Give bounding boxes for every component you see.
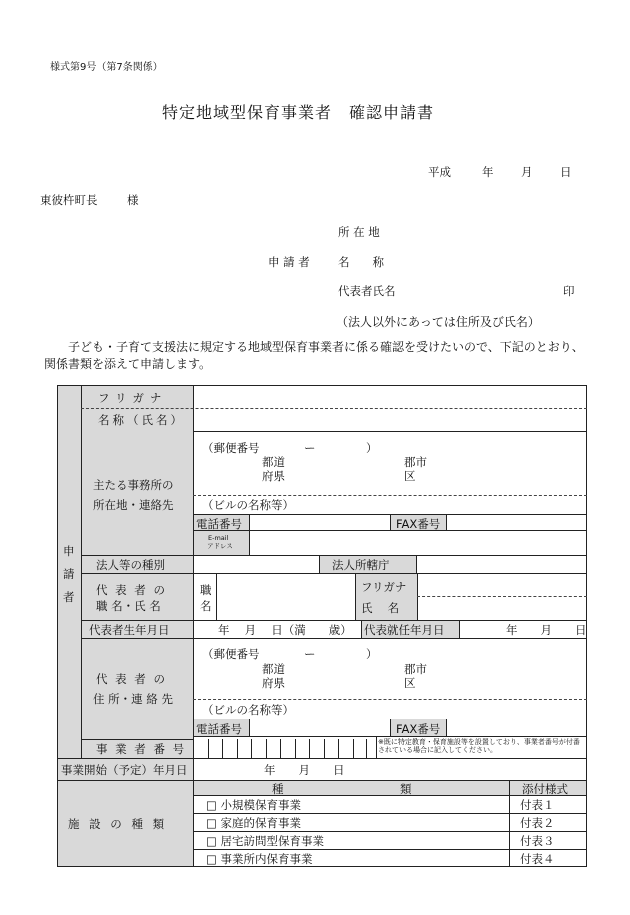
facility-option-small[interactable]: □ 小規模保育事業 <box>206 798 302 812</box>
page-title: 特定地域型保育事業者 確認申請書 <box>162 103 435 122</box>
date-year: 年 <box>482 165 494 179</box>
city-label-2: 区 <box>404 469 416 483</box>
facility-form-1: 付表１ <box>520 798 555 812</box>
rep-addr-label-2: 住 所・連 絡 先 <box>93 692 173 706</box>
email-label-1: E-mail <box>208 534 229 542</box>
seal-mark: 印 <box>563 284 575 298</box>
phone-label: 電話番号 <box>196 517 242 531</box>
building-label: （ビルの名称等） <box>202 498 294 512</box>
rep-name-field[interactable] <box>418 597 586 619</box>
postal-label-2: （郵便番号 <box>202 647 260 661</box>
date-era: 平成 <box>428 165 451 179</box>
office-address-field[interactable] <box>194 432 586 494</box>
rep-tenure-label: 代表就任年月日 <box>364 623 445 637</box>
start-date-fields[interactable]: 年 月 日 <box>264 763 345 777</box>
name2-label: 氏 名 <box>361 601 400 615</box>
addressee-honorific: 様 <box>127 193 139 207</box>
start-date-label: 事業開始（予定）年月日 <box>61 763 188 777</box>
applicant-note: （法人以外にあっては住所及び氏名） <box>336 315 540 329</box>
tenure-fields[interactable]: 年 月 日 <box>506 623 587 637</box>
rep-birth-label: 代表者生年月日 <box>89 623 170 637</box>
applicant-location: 所 在 地 <box>338 225 380 239</box>
fax-field-2[interactable] <box>447 720 586 735</box>
corp-type-field[interactable] <box>194 556 318 572</box>
birth-fields[interactable]: 年 月 日（満 歳） <box>218 623 352 637</box>
email-field[interactable] <box>250 531 586 554</box>
facility-option-visit[interactable]: □ 居宅訪問型保育事業 <box>206 834 325 848</box>
name-label: 名称（氏名） <box>98 413 185 427</box>
col-type-1: 種 <box>272 782 284 796</box>
postal-close: ） <box>366 441 378 455</box>
postal-close-2: ） <box>366 647 378 661</box>
furigana-label: フリガナ <box>98 391 168 405</box>
building-field[interactable] <box>290 497 586 513</box>
facility-form-2: 付表２ <box>520 816 555 830</box>
job-title-field[interactable] <box>217 574 354 619</box>
corp-office-label: 法人所轄庁 <box>332 558 390 572</box>
rep-furigana-field[interactable] <box>418 574 586 595</box>
applicant-label: 申 請 者 <box>268 255 310 269</box>
facility-option-workplace[interactable]: □ 事業所内保育事業 <box>206 852 313 866</box>
fax-label: FAX番号 <box>396 517 441 531</box>
phone-field[interactable] <box>250 515 389 529</box>
building-label-2: （ビルの名称等） <box>202 703 294 717</box>
fax-field[interactable] <box>447 515 586 529</box>
rep-addr-label-1: 代 表 者 の <box>96 672 167 686</box>
form-number: 様式第9号（第7条関係） <box>50 62 163 73</box>
facility-option-home[interactable]: □ 家庭的保育事業 <box>206 816 302 830</box>
job-label-2: 名 <box>200 599 212 613</box>
date-month: 月 <box>521 165 533 179</box>
applicant-name: 名 称 <box>338 255 384 269</box>
facility-form-4: 付表４ <box>520 852 555 866</box>
applicant-rep-name: 代表者氏名 <box>338 284 396 298</box>
date-day: 日 <box>560 165 572 179</box>
side-label-3: 者 <box>63 590 75 604</box>
phone-label-2: 電話番号 <box>196 722 242 736</box>
postal-dash-2: ー <box>304 647 316 661</box>
biz-number-field[interactable] <box>194 740 375 757</box>
city-label-4: 区 <box>404 676 416 690</box>
office-label-1: 主たる事務所の <box>93 478 174 492</box>
col-attach: 添付様式 <box>522 782 568 796</box>
office-label-2: 所在地・連絡先 <box>93 498 174 512</box>
email-label-2: アドレス <box>207 542 233 550</box>
city-label-3: 郡市 <box>404 662 427 676</box>
postal-dash: ー <box>304 441 316 455</box>
addressee: 東彼杵町長 <box>40 193 98 207</box>
phone-field-2[interactable] <box>250 720 389 735</box>
fax-label-2: FAX番号 <box>396 722 441 736</box>
biz-number-note: ※既に特定教育・保育施設等を設置しており、事業者番号が付番されている場合に記入してください。 <box>378 738 580 754</box>
facility-label: 施 設 の 種 類 <box>68 817 168 831</box>
pref-label-3: 都道 <box>262 662 285 676</box>
side-label-1: 申 <box>63 544 75 558</box>
col-type-2: 類 <box>400 782 412 796</box>
biz-number-label: 事 業 者 番 号 <box>96 742 187 756</box>
furigana2-label: フリガナ <box>361 580 407 594</box>
corp-type-label: 法人等の種別 <box>96 558 165 572</box>
side-label-2: 請 <box>63 567 75 581</box>
furigana-field[interactable] <box>194 386 586 407</box>
rep-address-field[interactable] <box>194 639 586 698</box>
pref-label-4: 府県 <box>262 676 285 690</box>
rep-label-1: 代 表 者 の <box>96 583 167 597</box>
job-label-1: 職 <box>200 583 212 597</box>
pref-label-2: 府県 <box>262 469 285 483</box>
postal-label: （郵便番号 <box>202 441 260 455</box>
city-label-1: 郡市 <box>404 455 427 469</box>
facility-form-3: 付表３ <box>520 834 555 848</box>
name-field[interactable] <box>194 409 586 430</box>
corp-office-field[interactable] <box>417 556 586 572</box>
rep-label-2: 職 名・氏 名 <box>96 599 161 613</box>
pref-label-1: 都道 <box>262 455 285 469</box>
body-text: 子ども・子育て支援法に規定する地域型保育事業者に係る確認を受けたいので、下記のとおり、関係書類を添えて申請します。 <box>44 340 584 371</box>
